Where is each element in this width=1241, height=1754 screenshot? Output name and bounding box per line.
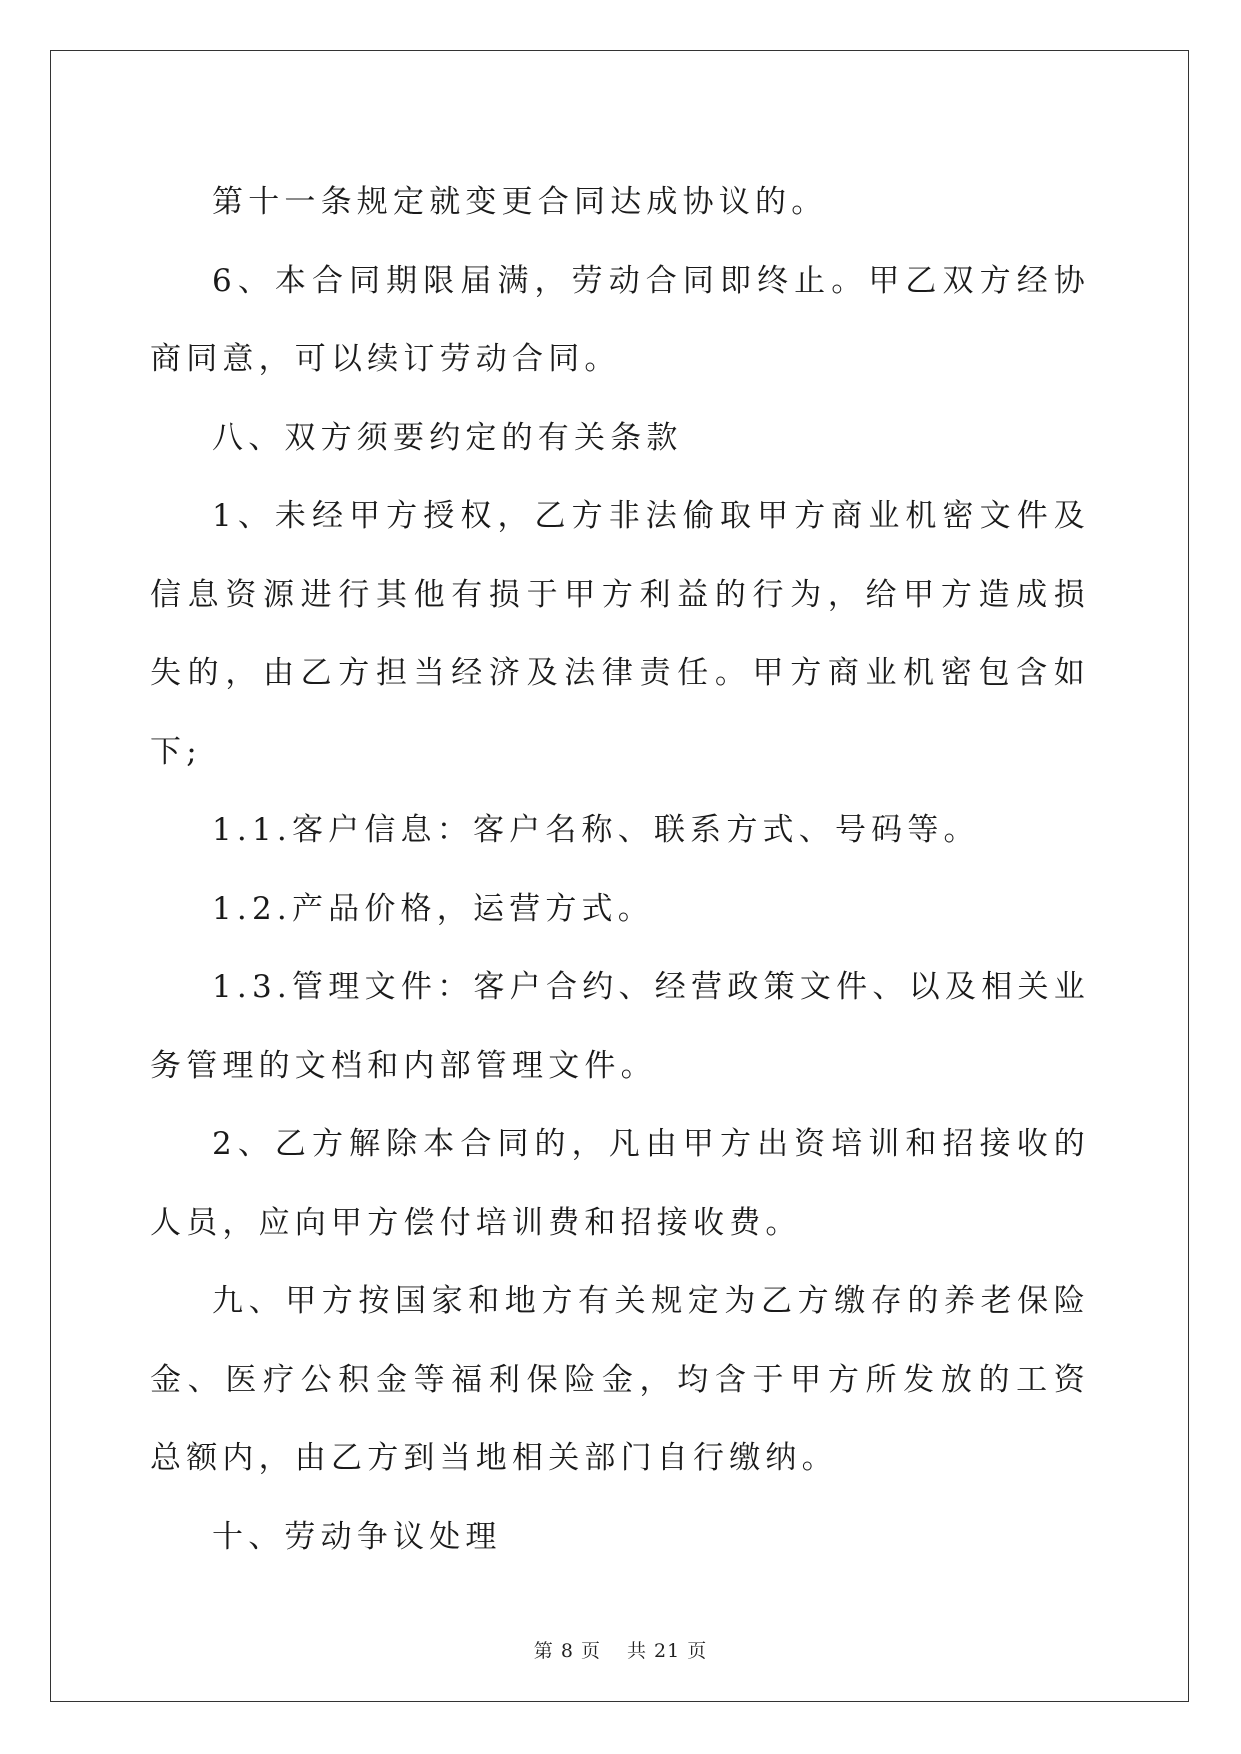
page-number-current: 第 8 页 [533,1640,601,1662]
paragraph-3: 八、双方须要约定的有关条款 [212,419,683,456]
paragraph-6: 1.2.产品价格，运营方式。 [212,890,654,927]
paragraph-9: 九、甲方按国家和地方有关规定为乙方缴存的养老保险金、医疗公积金等福利保险金，均含于甲方所发放的工资总额内，由乙方到当地相关部门自行缴纳。 [150,1283,1090,1476]
paragraph-4: 1、未经甲方授权，乙方非法偷取甲方商业机密文件及信息资源进行其他有损于甲方利益的行为，给甲方造成损失的，由乙方担当经济及法律责任。甲方商业机密包含如下; [150,498,1090,770]
page-footer [0,1636,1241,1663]
paragraph-7: 1.3.管理文件：客户合约、经营政策文件、以及相关业务管理的文档和内部管理文件。 [150,969,1090,1084]
paragraph-2: 6、本合同期限届满，劳动合同即终止。甲乙双方经协商同意，可以续订劳动合同。 [150,262,1090,377]
paragraph-8: 2、乙方解除本合同的，凡由甲方出资培训和招接收的人员，应向甲方偿付培训费和招接收费。 [150,1126,1090,1241]
document-body [150,163,1090,1576]
paragraph-10: 十、劳动争议处理 [212,1518,502,1555]
paragraph-1: 第十一条规定就变更合同达成协议的。 [212,184,828,220]
paragraph-5: 1.1.客户信息：客户名称、联系方式、号码等。 [212,812,980,848]
page-number-total: 共 21 页 [626,1640,708,1662]
